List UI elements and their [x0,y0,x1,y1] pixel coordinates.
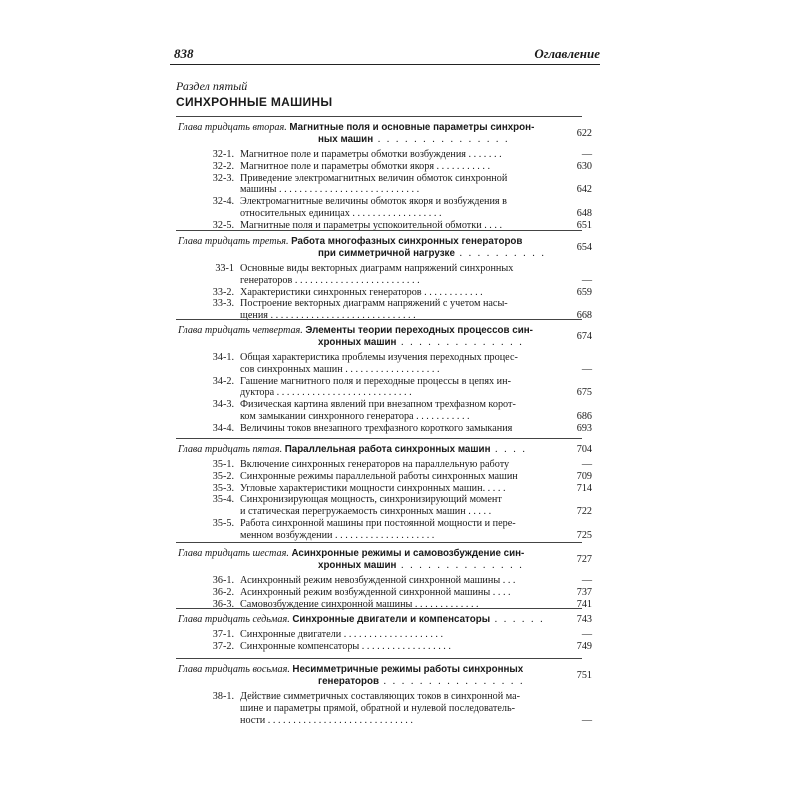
entry-page: 651 [576,219,592,231]
entry-page: 709 [576,470,592,482]
entry-text-line: Основные виды векторных диаграмм напряжений синхронных [240,263,514,274]
chapter-separator [176,438,582,439]
entry-number: 34-1. [212,352,234,363]
chapter-page: 727 [576,554,592,565]
toc-entry [178,149,592,161]
toc-entry [178,471,592,483]
chapter-title-cont: ных машин [318,134,374,145]
entry-page: 668 [576,310,592,322]
chapter-page: 751 [576,670,592,681]
chapter-heading [178,444,592,456]
toc-entry [178,352,592,376]
entry-text [240,352,570,376]
chapter-heading-line [178,122,592,134]
entry-page: 648 [576,207,592,219]
running-header-title: Оглавление [534,46,600,61]
entry-number: 35-1. [212,459,234,470]
entry-text-line: и статическая перегружаемость синхронных машин . . . . . [240,506,492,518]
chapter-heading [178,122,592,146]
chapter-heading [178,236,592,260]
chapter-title: Магнитные поля и основные параметры синхрон- [289,122,535,133]
entry-page: — [581,575,592,586]
entry-text-line: Магнитные поля и параметры успокоительной обмотки . . . . [240,219,503,231]
entry-page: 675 [576,387,592,399]
entry-text [240,287,570,299]
entry-page: 725 [576,529,592,541]
entry-text-line: дуктора . . . . . . . . . . . . . . . . . . . . . . . . . . . [240,387,412,399]
entry-text-line: Физическая картина явлений при внезапном трехфазном корот- [240,399,516,411]
entry-text [240,471,570,483]
entry-number: 33-3. [212,298,234,310]
chapter-page: 743 [576,614,592,625]
section-label: Раздел пятый [176,79,248,93]
chapter-title-cont: хронных машин [318,337,397,348]
entry-text-line: Включение синхронных генераторов на параллельную работу [240,459,510,470]
entry-text-line: Синхронные компенсаторы . . . . . . . . . . . . . . . . . . [240,640,451,652]
entry-number: 36-1. [212,575,234,586]
entry-text-line: Приведение электромагнитных величин обмоток синхронной [240,172,508,184]
chapter-heading-line-2 [178,248,592,260]
entry-text [240,641,570,653]
toc-entry [178,376,592,400]
entry-text-line: Характеристики синхронных генераторов . . . . . . . . . . . . [240,286,483,298]
entry-text-line: Гашение магнитного поля и переходные процессы в цепях ин- [240,375,511,387]
toc-entry [178,173,592,197]
entry-text-line: сов синхронных машин . . . . . . . . . . . . . . . . . . . [240,363,440,375]
chapter-title: Работа многофазных синхронных генераторов [291,236,523,247]
entry-number: 35-3. [212,482,234,494]
chapter-page: 654 [576,242,592,253]
chapter-prefix: Глава тридцать пятая. [178,444,283,455]
entry-text [240,518,570,542]
entry-text-line: относительных единицах . . . . . . . . . . . . . . . . . . [240,207,442,219]
toc-entry [178,587,592,599]
entry-page: 693 [576,422,592,434]
entry-text-line: Магнитное поле и параметры обмотки якоря . . . . . . . . . . . [240,160,491,172]
entry-page: 722 [576,506,592,518]
entry-text [240,575,570,587]
entry-text [240,149,570,161]
entry-text-line: Общая характеристика проблемы изучения переходных процес- [240,352,518,363]
entry-text-line: Асинхронный режим возбужденной синхронной машины . . . . [240,586,511,598]
entry-number: 32-3. [212,172,234,184]
entry-text-line: машины . . . . . . . . . . . . . . . . . . . . . . . . . . . . [240,184,420,196]
entry-text-line: Построение векторных диаграмм напряжений с учетом насы- [240,298,508,310]
entry-text [240,587,570,599]
leader-dots: . . . . . . . . . . . . . . . . [378,676,525,687]
chapter-heading-line [178,614,592,626]
leader-dots: . . . . . . [490,614,545,625]
chapter-page: 674 [576,331,592,342]
chapter-heading [178,664,592,688]
chapter-heading-line-2 [178,134,592,146]
toc-entry [178,494,592,518]
chapter-separator [176,230,582,231]
chapter-separator [176,116,582,117]
chapter-separator [176,658,582,659]
entry-page: — [581,363,592,375]
chapter-heading [178,548,592,572]
entry-text-line: Самовозбуждение синхронной машины . . . . . . . . . . . . . [240,598,479,610]
entry-page: — [581,274,592,286]
entry-number: 37-1. [212,629,234,640]
entry-text-line: Синхронные двигатели . . . . . . . . . . . . . . . . . . . . [240,629,444,640]
toc-entry [178,423,592,435]
entry-number: 38-1. [212,691,234,702]
chapter-prefix: Глава тридцать шестая. [178,548,289,559]
toc-entry [178,287,592,299]
entry-text [240,691,570,726]
entry-text [240,423,570,435]
entry-text-line: Магнитное поле и параметры обмотки возбуждения . . . . . . . [240,149,502,160]
entry-text [240,196,570,220]
chapter-heading-line-2 [178,676,592,688]
entry-text [240,483,570,495]
toc-entry [178,459,592,471]
chapter-heading [178,614,592,626]
entry-page: 659 [576,286,592,298]
leader-dots: . . . . [490,444,527,455]
chapter-heading-line [178,444,592,456]
chapter-title: Несимметричные режимы работы синхронных [292,664,524,675]
chapter-heading-line [178,548,592,560]
entry-number: 32-4. [212,196,234,208]
entry-page: — [581,459,592,470]
entry-text-line: Электромагнитные величины обмоток якоря и возбуждения в [240,196,507,208]
entry-text [240,494,570,518]
entry-page: 714 [576,482,592,494]
entry-text-line: Синхронизирующая мощность, синхронизирующий момент [240,494,502,506]
leader-dots: . . . . . . . . . . [454,248,546,259]
entry-number: 33-2. [212,286,234,298]
entry-text-line: Синхронные режимы параллельной работы синхронных машин [240,470,518,482]
entry-number: 36-2. [212,586,234,598]
entry-number: 37-2. [212,640,234,652]
chapter-page: 704 [576,444,592,455]
toc-entry [178,629,592,641]
entry-text-line: менном возбуждении . . . . . . . . . . . . . . . . . . . . [240,529,435,541]
entry-page: 749 [576,640,592,652]
entry-page: — [581,149,592,160]
toc-entry [178,518,592,542]
entry-text-line: шине и параметры прямой, обратной и нулевой последователь- [240,702,516,714]
toc-entry [178,483,592,495]
entry-text [240,161,570,173]
chapter-title-cont: генераторов [318,676,379,687]
chapter-prefix: Глава тридцать третья. [178,236,289,247]
toc-entry [178,263,592,287]
entry-text [240,459,570,471]
entry-page: — [581,629,592,640]
entry-number: 34-4. [212,422,234,434]
entry-page: 737 [576,586,592,598]
toc-entry [178,641,592,653]
chapter-page: 622 [576,128,592,139]
book-page [170,40,610,760]
chapter-prefix: Глава тридцать четвертая. [178,325,303,336]
chapter-prefix: Глава тридцать восьмая. [178,664,290,675]
chapter-title: Асинхронные режимы и самовозбуждение син- [291,548,525,559]
toc-entry [178,575,592,587]
leader-dots: . . . . . . . . . . . . . . . [373,134,510,145]
page-number: 838 [174,46,194,61]
entry-page: 686 [576,410,592,422]
entry-text-line: Асинхронный режим невозбужденной синхронной машины . . . [240,575,516,586]
chapter-prefix: Глава тридцать вторая. [178,122,287,133]
entry-page: 642 [576,184,592,196]
entry-text-line: щения . . . . . . . . . . . . . . . . . . . . . . . . . . . . . [240,310,416,322]
chapter-heading [178,325,592,349]
chapter-separator [176,319,582,320]
entry-text-line: ком замыкании синхронного генератора . . . . . . . . . . . [240,410,470,422]
entry-text-line: ности . . . . . . . . . . . . . . . . . . . . . . . . . . . . . [240,714,413,726]
entry-number: 32-1. [212,149,234,160]
chapter-heading-line-2 [178,337,592,349]
chapter-prefix: Глава тридцать седьмая. [178,614,290,625]
entry-text-line: Величины токов внезапного трехфазного короткого замыкания [240,422,513,434]
toc-entry [178,161,592,173]
entry-text-line: генераторов . . . . . . . . . . . . . . . . . . . . . . . . . [240,274,420,286]
chapter-heading-line [178,664,592,676]
chapter-title-cont: при симметричной нагрузке [318,248,455,259]
entry-page: 630 [576,160,592,172]
entry-number: 35-5. [212,518,234,529]
toc-entry [178,399,592,423]
entry-text [240,399,570,423]
entry-number: 35-4. [212,494,234,506]
entry-page: 741 [576,598,592,610]
entry-number: 34-2. [212,375,234,387]
entry-number: 34-3. [212,399,234,411]
chapter-heading-line [178,236,592,248]
toc-entry [178,691,592,726]
entry-text [240,376,570,400]
header-rule [170,64,600,65]
chapter-title-cont: хронных машин [318,560,397,571]
chapter-title: Синхронные двигатели и компенсаторы [292,614,491,625]
entry-text [240,263,570,287]
entry-text-line: Действие симметричных составляющих токов в синхронной ма- [240,691,521,702]
chapter-separator [176,608,582,609]
entry-number: 32-5. [212,219,234,231]
entry-text-line: Работа синхронной машины при постоянной мощности и пере- [240,518,516,529]
entry-text [240,629,570,641]
entry-number: 32-2. [212,160,234,172]
chapter-heading-line [178,325,592,337]
section-title: СИНХРОННЫЕ МАШИНЫ [176,95,333,109]
entry-text-line: Угловые характеристики мощности синхронных машин. . . . . [240,482,506,494]
chapter-title: Параллельная работа синхронных машин [284,444,491,455]
chapter-separator [176,542,582,543]
leader-dots: . . . . . . . . . . . . . . [396,560,524,571]
entry-number: 36-3. [212,598,234,610]
entry-page: — [581,714,592,726]
entry-number: 33-1 [215,263,234,274]
toc-entry [178,196,592,220]
chapter-title: Элементы теории переходных процессов син- [305,325,533,336]
chapter-heading-line-2 [178,560,592,572]
entry-number: 35-2. [212,470,234,482]
leader-dots: . . . . . . . . . . . . . . [396,337,524,348]
entry-text [240,173,570,197]
